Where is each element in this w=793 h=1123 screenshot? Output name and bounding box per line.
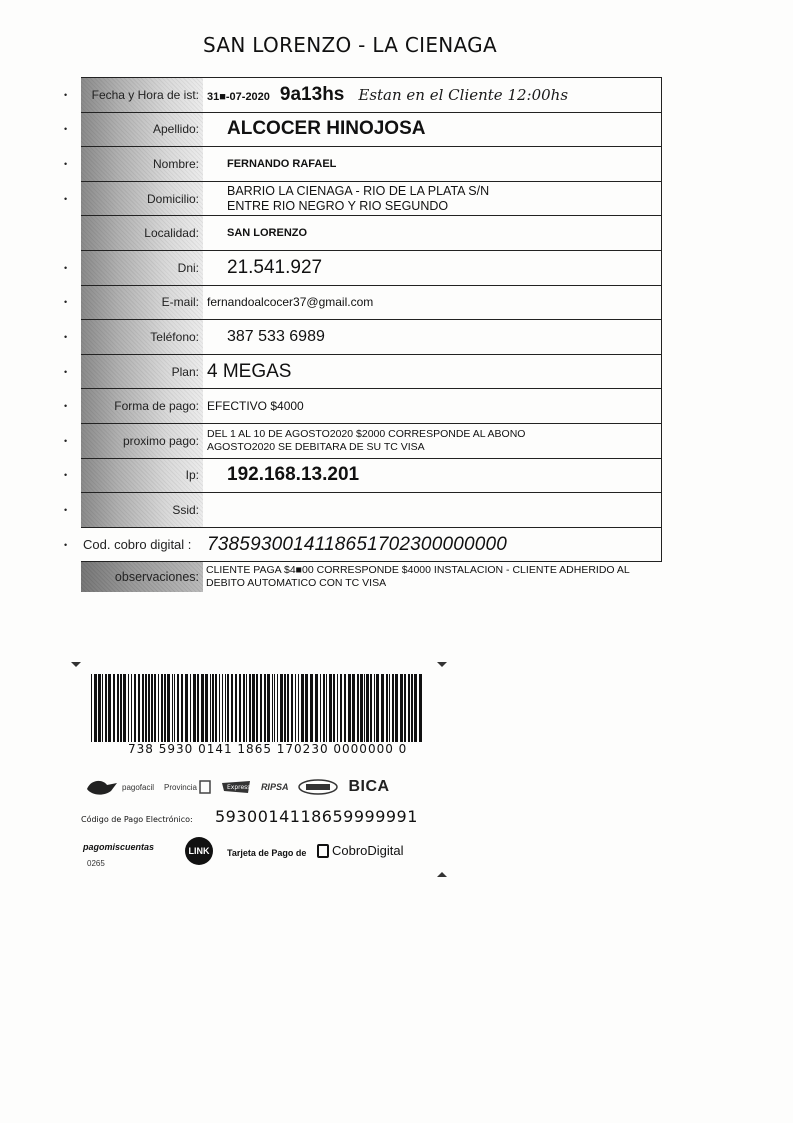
barcode-number: 738 5930 0141 1865 170230 0000000 0 xyxy=(128,742,408,756)
corner-mark xyxy=(71,662,81,667)
barcode-bar xyxy=(411,674,413,742)
barcode-bar xyxy=(352,674,355,742)
barcode-bar xyxy=(108,674,111,742)
barcode-bar xyxy=(326,674,327,742)
barcode-bar xyxy=(219,674,220,742)
barcode-bar xyxy=(274,674,275,742)
row-apellido xyxy=(64,113,662,148)
barcode-bar xyxy=(348,674,351,742)
barcode-bar xyxy=(212,674,214,742)
barcode-bar xyxy=(222,674,223,742)
pago-electronico-label: Código de Pago Electrónico: xyxy=(81,815,193,824)
pagofacil-label: pagofacil xyxy=(122,782,155,792)
barcode-bar xyxy=(117,674,119,742)
barcode-bar xyxy=(414,674,417,742)
barcode-bar xyxy=(174,674,175,742)
barcode-bar xyxy=(277,674,278,742)
barcode-bar xyxy=(131,674,132,742)
cobrodigital-logo xyxy=(317,843,404,858)
row-domicilio xyxy=(64,182,662,217)
barcode-bar xyxy=(94,674,97,742)
barcode xyxy=(91,674,426,742)
barcode-bar xyxy=(193,674,196,742)
row-bullet: • xyxy=(64,435,68,446)
row-bullet: • xyxy=(64,124,68,135)
value-telefono: 387 533 6989 xyxy=(227,327,325,345)
barcode-bar xyxy=(389,674,390,742)
barcode-bar xyxy=(360,674,363,742)
pagomiscuentas-code: 0265 xyxy=(87,859,105,868)
row-bullet: • xyxy=(64,193,68,204)
barcode-bar xyxy=(366,674,369,742)
cobrodigital-icon xyxy=(317,844,329,858)
barcode-bar xyxy=(128,674,129,742)
barcode-bar xyxy=(205,674,208,742)
corner-mark xyxy=(437,872,447,877)
barcode-bar xyxy=(419,674,422,742)
barcode-bar xyxy=(340,674,342,742)
label-ip: Ip: xyxy=(81,459,203,493)
barcode-bar xyxy=(272,674,273,742)
row-localidad xyxy=(81,216,662,251)
barcode-bar xyxy=(344,674,346,742)
barcode-bar xyxy=(395,674,398,742)
label-dni: Dni: xyxy=(81,251,203,285)
barcode-bar xyxy=(381,674,384,742)
label-proximo-pago: proximo pago: xyxy=(81,424,203,458)
row-plan xyxy=(64,355,662,390)
label-localidad: Localidad: xyxy=(81,216,203,250)
label-plan: Plan: xyxy=(81,355,203,389)
barcode-bar xyxy=(287,674,289,742)
pago-electronico-number: 5930014118659999991 xyxy=(215,807,418,826)
barcode-bar xyxy=(113,674,115,742)
barcode-bar xyxy=(392,674,394,742)
row-bullet: • xyxy=(64,504,68,515)
barcode-bar xyxy=(370,674,372,742)
barcode-bar xyxy=(386,674,388,742)
barcode-bar xyxy=(404,674,406,742)
barcode-bar xyxy=(138,674,140,742)
row-email xyxy=(64,286,662,321)
label-apellido: Apellido: xyxy=(81,113,203,147)
tarjeta-pago-label: Tarjeta de Pago de xyxy=(227,848,307,858)
barcode-bar xyxy=(210,674,211,742)
value-fecha-time: 9a13hs xyxy=(279,83,345,105)
value-observaciones-line1: CLIENTE PAGA $4■00 CORRESPONDE $4000 INSTALACION - CLIENTE ADHERIDO AL xyxy=(206,564,630,577)
label-fecha: Fecha y Hora de ist: xyxy=(81,78,203,112)
label-domicilio: Domicilio: xyxy=(81,182,203,216)
handwritten-note: Estan en el Cliente 12:00hs xyxy=(358,85,569,104)
barcode-bar xyxy=(252,674,255,742)
barcode-bar xyxy=(134,674,136,742)
row-ssid xyxy=(64,493,662,528)
label-email: E-mail: xyxy=(81,286,203,320)
barcode-bar xyxy=(408,674,410,742)
bica-logo: BICA xyxy=(348,778,390,795)
row-observaciones xyxy=(81,562,662,592)
barcode-bar xyxy=(337,674,338,742)
barcode-bar xyxy=(376,674,379,742)
value-plan: 4 MEGAS xyxy=(207,360,292,382)
label-ssid: Ssid: xyxy=(81,493,203,527)
card-network-icon xyxy=(221,779,251,795)
barcode-bar xyxy=(280,674,283,742)
payment-coupon xyxy=(73,662,445,887)
barcode-bar xyxy=(333,674,335,742)
page-title: SAN LORENZO - LA CIENAGA xyxy=(203,33,497,57)
bapro-pagos-icon xyxy=(298,779,338,795)
cobrodigital-label: CobroDigital xyxy=(332,843,404,858)
barcode-bar xyxy=(215,674,217,742)
barcode-bar xyxy=(315,674,318,742)
value-forma-pago: EFECTIVO $4000 xyxy=(207,399,304,414)
row-nombre xyxy=(64,147,662,182)
barcode-bar xyxy=(284,674,286,742)
barcode-bar xyxy=(298,674,299,742)
barcode-bar xyxy=(264,674,266,742)
barcode-bar xyxy=(235,674,237,742)
row-bullet: • xyxy=(64,158,68,169)
value-domicilio-line1: BARRIO LA CIENAGA - RIO DE LA PLATA S/N xyxy=(227,183,490,198)
row-bullet: • xyxy=(64,539,68,550)
barcode-bar xyxy=(291,674,293,742)
barcode-bar xyxy=(148,674,150,742)
barcode-bar xyxy=(142,674,144,742)
row-bullet: • xyxy=(64,331,68,342)
barcode-bar xyxy=(181,674,183,742)
value-fecha-date: 31■-07-2020 xyxy=(207,90,270,103)
svg-text:Express: Express xyxy=(226,784,251,791)
pagofacil-icon xyxy=(85,777,119,797)
label-forma-pago: Forma de pago: xyxy=(81,389,203,423)
barcode-bar xyxy=(256,674,258,742)
row-bullet: • xyxy=(64,470,68,481)
value-ip: 192.168.13.201 xyxy=(227,464,360,486)
row-proximo-pago xyxy=(64,424,662,459)
barcode-bar xyxy=(225,674,226,742)
row-telefono xyxy=(64,320,662,355)
barcode-bar xyxy=(267,674,270,742)
corner-mark xyxy=(437,662,447,667)
barcode-bar xyxy=(151,674,153,742)
value-dni: 21.541.927 xyxy=(227,256,323,278)
row-bullet: • xyxy=(64,262,68,273)
barcode-bar xyxy=(295,674,296,742)
value-observaciones-line2: DEBITO AUTOMATICO CON TC VISA xyxy=(206,577,387,590)
provincia-logo xyxy=(164,780,211,794)
label-telefono: Teléfono: xyxy=(81,320,203,354)
barcode-bar xyxy=(249,674,251,742)
client-form xyxy=(64,77,662,592)
ripsa-logo: RIPSA xyxy=(260,782,289,792)
barcode-bar xyxy=(190,674,191,742)
label-cod-cobro: Cod. cobro digital : xyxy=(83,537,192,553)
barcode-bar xyxy=(145,674,147,742)
barcode-bar xyxy=(320,674,321,742)
barcode-bar xyxy=(172,674,173,742)
barcode-bar xyxy=(185,674,188,742)
barcode-bar xyxy=(301,674,304,742)
barcode-bar xyxy=(243,674,245,742)
barcode-bar xyxy=(154,674,156,742)
barcode-bar xyxy=(98,674,101,742)
barcode-bar xyxy=(239,674,241,742)
row-dni xyxy=(64,251,662,286)
barcode-bar xyxy=(91,674,92,742)
label-observaciones: observaciones: xyxy=(81,562,203,592)
barcode-bar xyxy=(323,674,325,742)
payment-logos xyxy=(85,775,435,799)
value-domicilio-line2: ENTRE RIO NEGRO Y RIO SEGUNDO xyxy=(227,198,449,213)
barcode-bar xyxy=(161,674,163,742)
barcode-bar xyxy=(357,674,359,742)
barcode-bar xyxy=(120,674,122,742)
barcode-bar xyxy=(364,674,365,742)
barcode-bar xyxy=(102,674,103,742)
provincia-icon xyxy=(199,780,211,794)
barcode-bar xyxy=(400,674,403,742)
barcode-bar xyxy=(374,674,375,742)
barcode-bar xyxy=(167,674,170,742)
barcode-bar xyxy=(197,674,199,742)
value-cod-cobro: 7385930014118651702300000000 xyxy=(207,533,508,555)
row-bullet: • xyxy=(64,366,68,377)
barcode-bar xyxy=(123,674,126,742)
value-apellido: ALCOCER HINOJOSA xyxy=(227,118,426,140)
link-logo: LINK xyxy=(185,837,213,865)
row-forma-pago xyxy=(64,389,662,424)
barcode-bar xyxy=(227,674,229,742)
value-localidad: SAN LORENZO xyxy=(227,227,308,240)
barcode-bar xyxy=(231,674,233,742)
barcode-bar xyxy=(246,674,247,742)
row-cod-cobro xyxy=(64,528,662,563)
row-bullet: • xyxy=(64,297,68,308)
value-proximo-pago-line2: AGOSTO2020 SE DEBITARA DE SU TC VISA xyxy=(207,440,425,453)
barcode-bar xyxy=(158,674,159,742)
value-proximo-pago-line1: DEL 1 AL 10 DE AGOSTO2020 $2000 CORRESPONDE AL ABONO xyxy=(207,427,526,440)
barcode-bar xyxy=(329,674,332,742)
pagomiscuentas-logo: pagomiscuentas xyxy=(83,842,155,852)
barcode-bar xyxy=(177,674,179,742)
value-email: fernandoalcocer37@gmail.com xyxy=(207,295,374,310)
barcode-bar xyxy=(305,674,308,742)
barcode-bar xyxy=(201,674,204,742)
barcode-bar xyxy=(164,674,166,742)
row-ip xyxy=(64,459,662,494)
label-nombre: Nombre: xyxy=(81,147,203,181)
provincia-label: Provincia xyxy=(164,782,197,792)
row-bullet: • xyxy=(64,89,68,100)
barcode-bar xyxy=(105,674,107,742)
pagofacil-logo xyxy=(85,777,154,797)
barcode-bar xyxy=(310,674,313,742)
row-bullet: • xyxy=(64,401,68,412)
row-fecha xyxy=(64,78,662,113)
value-nombre: FERNANDO RAFAEL xyxy=(227,157,337,170)
barcode-bar xyxy=(260,674,262,742)
